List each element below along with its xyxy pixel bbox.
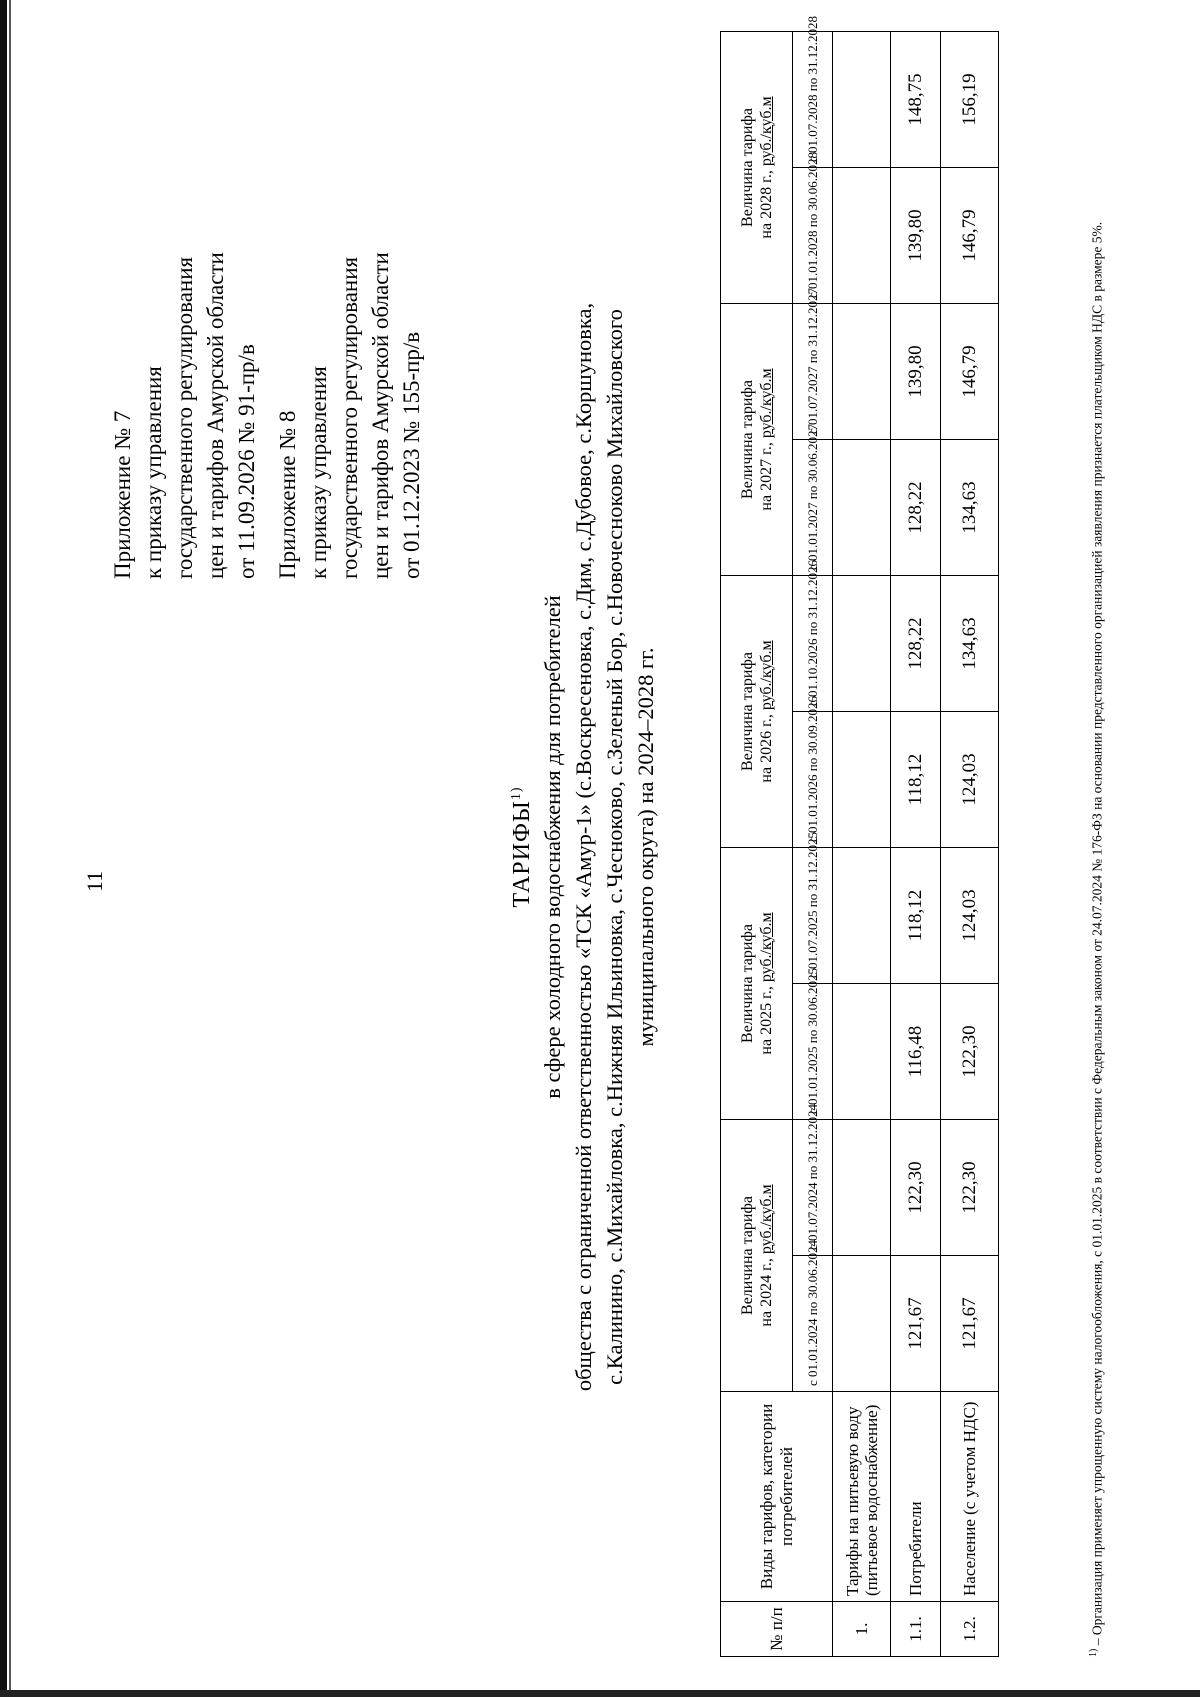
tariff-value (833, 440, 891, 576)
tariff-value: 134,63 (941, 576, 999, 712)
column-header-year-2025 (721, 848, 793, 1120)
tariff-value: 124,03 (941, 848, 999, 984)
tariff-value: 121,67 (941, 1256, 999, 1392)
row-name: Потребители (891, 1392, 941, 1602)
column-header-period: с 01.07.2025 по 31.12.2025 (793, 848, 833, 984)
tariff-value: 139,80 (891, 304, 941, 440)
column-header-year-2028 (721, 32, 793, 304)
tariff-value (833, 848, 891, 984)
appendix-7-line: Приложение № 7 (110, 410, 135, 579)
title-footnote-mark: 1) (509, 786, 524, 801)
tariff-value: 128,22 (891, 576, 941, 712)
tariff-value: 122,30 (891, 1120, 941, 1256)
column-header-period: с 01.01.2026 по 30.09.2026 (793, 712, 833, 848)
tariff-value (833, 304, 891, 440)
row-name: Тарифы на питьевую воду (питьевое водоснабжение) (833, 1392, 891, 1602)
row-name: Население (с учетом НДС) (941, 1392, 999, 1602)
year-head-prefix: Величина тарифа (738, 652, 756, 771)
appendix-7-line: цен и тарифов Амурской области (203, 252, 228, 579)
column-header-kind: Виды тарифов, категории потребителей (721, 1392, 833, 1602)
row-number: 1.2. (941, 1602, 999, 1657)
year-label: на 2028 г., (757, 170, 775, 239)
tariff-value: 128,22 (891, 440, 941, 576)
tariff-value (833, 712, 891, 848)
appendix-8-line: от 01.12.2023 № 155-пр/в (399, 331, 424, 579)
title-text: ТАРИФЫ (509, 800, 535, 908)
column-header-period: с 01.10.2026 по 31.12.2026 (793, 576, 833, 712)
tariff-value: 124,03 (941, 712, 999, 848)
year-label: на 2025 г., (757, 986, 775, 1055)
appendix-8-line: Приложение № 8 (275, 410, 300, 579)
tariff-value: 156,19 (941, 32, 999, 168)
tariff-value (833, 32, 891, 168)
column-header-period: с 01.01.2025 по 30.06.2025 (793, 984, 833, 1120)
column-header-period: с 01.01.2027 по 30.06.2027 (793, 440, 833, 576)
year-head-prefix: Величина тарифа (738, 924, 756, 1043)
year-label: на 2027 г., (757, 442, 775, 511)
tariff-value (833, 1120, 891, 1256)
tariff-value: 134,63 (941, 440, 999, 576)
tariff-value: 121,67 (891, 1256, 941, 1392)
year-head-prefix: Величина тарифа (738, 380, 756, 499)
column-header-period: с 01.01.2028 по 30.06.2028 (793, 168, 833, 304)
appendix-8-header (272, 252, 427, 579)
appendix-8-line: к приказу управления (306, 366, 331, 579)
tariff-value: 118,12 (891, 848, 941, 984)
page-number: 11 (82, 870, 107, 892)
tariff-value (833, 1256, 891, 1392)
appendix-7-line: к приказу управления (141, 366, 166, 579)
subtitle-line: муниципального округа) на 2024–2028 гг. (633, 647, 658, 1047)
tariff-table (720, 16, 999, 1657)
column-header-year-2027 (721, 304, 793, 576)
year-unit: руб./куб.м (757, 912, 775, 983)
tariff-value (833, 576, 891, 712)
column-header-year-2024 (721, 1120, 793, 1392)
footnote (1085, 32, 1106, 1657)
year-head-prefix: Величина тарифа (738, 108, 756, 227)
tariff-value: 122,30 (941, 1120, 999, 1256)
tariff-value: 139,80 (891, 168, 941, 304)
tariff-value (833, 168, 891, 304)
tariff-value: 118,12 (891, 712, 941, 848)
row-number: 1. (833, 1602, 891, 1657)
tariff-value (833, 984, 891, 1120)
year-unit: руб./куб.м (757, 640, 775, 711)
column-header-period: с 01.07.2024 по 31.12.2024 (793, 1120, 833, 1256)
appendix-7-line: государственного регулирования (172, 256, 197, 579)
appendix-8-line: государственного регулирования (337, 256, 362, 579)
footnote-mark: 1) (1088, 1648, 1099, 1657)
tariff-value: 122,30 (941, 984, 999, 1120)
table-row (941, 32, 999, 1657)
year-label: на 2026 г., (757, 714, 775, 783)
tariff-value: 116,48 (891, 984, 941, 1120)
column-header-number: № п/п (721, 1602, 833, 1657)
year-head-prefix: Величина тарифа (738, 1196, 756, 1315)
document-subtitle (537, 167, 661, 1527)
subtitle-line: с.Калинино, с.Михайловка, с.Нижняя Ильиновка, с.Чесноково, с.Зеленый Бор, с.Новочесноково Михайловского (602, 309, 627, 1385)
appendix-7-header (107, 252, 262, 579)
year-unit: руб./куб.м (757, 368, 775, 439)
column-header-period: с 01.07.2027 по 31.12.2027 (793, 304, 833, 440)
footnote-text: – Организация применяет упрощенную систему налогообложения, с 01.01.2025 в соответствии с Федеральным законом от 24.07.2024 № 176-ФЗ на основании представленного организацией заявления признается плательщиком НДС в размере 5%. (1089, 221, 1105, 1649)
column-header-period: с 01.01.2024 по 30.06.2024 (793, 1256, 833, 1392)
title-block (502, 167, 661, 1527)
tariff-value: 146,79 (941, 168, 999, 304)
subtitle-line: общества с ограниченной ответственностью «ТСК «Амур-1» (с.Воскресеновка, с.Дим, с.Дубовое, с.Коршуновка, (571, 302, 596, 1392)
tariff-value: 148,75 (891, 32, 941, 168)
subtitle-line: в сфере холодного водоснабжения для потребителей (540, 595, 565, 1099)
appendix-7-line: от 11.09.2026 № 91-пр/в (234, 344, 259, 579)
year-label: на 2024 г., (757, 1258, 775, 1327)
year-unit: руб./куб.м (757, 1184, 775, 1255)
table-row (833, 32, 891, 1657)
table-row (891, 32, 941, 1657)
column-header-year-2026 (721, 576, 793, 848)
row-number: 1.1. (891, 1602, 941, 1657)
tariff-value: 146,79 (941, 304, 999, 440)
document-title (502, 167, 537, 1527)
year-unit: руб./куб.м (757, 96, 775, 167)
column-header-period: с 01.07.2028 по 31.12.2028 (793, 32, 833, 168)
appendix-8-line: цен и тарифов Амурской области (368, 252, 393, 579)
